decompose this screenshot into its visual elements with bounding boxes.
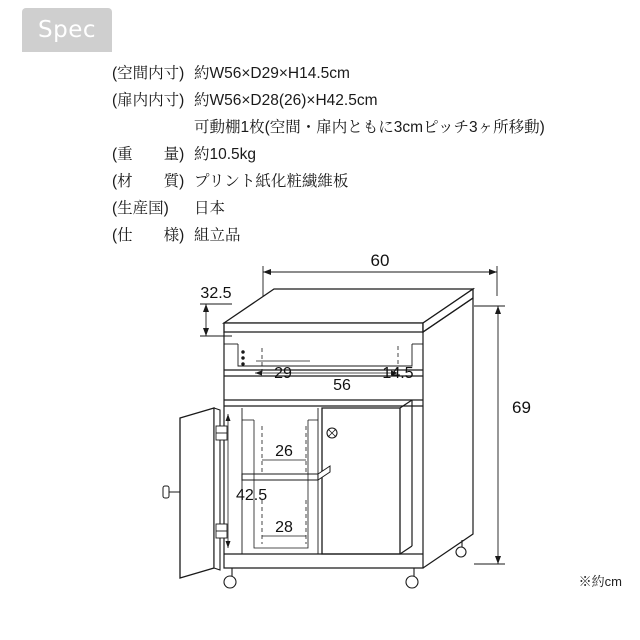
spec-row-value: 日本 <box>194 200 226 217</box>
dim-text-height-right: 69 <box>512 398 531 417</box>
spec-row <box>112 195 622 222</box>
dim-text-cabinet-inner-height: 26 <box>275 443 293 460</box>
product-dimension-drawing <box>0 248 640 608</box>
dim-text-open-shelf-width: 56 <box>333 377 351 394</box>
spec-row-value: プリント紙化粧繊維板 <box>194 173 349 190</box>
spec-row-value: 約10.5kg <box>194 146 257 163</box>
unit-note: ※約cm <box>578 574 622 589</box>
spec-row-value: 組立品 <box>194 227 241 244</box>
spec-row-label: (扉内内寸) <box>112 92 185 109</box>
spec-sub-note: 可動棚1枚(空間・扉内ともに3cmピッチ3ヶ所移動) <box>194 119 545 136</box>
spec-row <box>112 222 622 249</box>
dim-text-width-top: 60 <box>370 251 390 270</box>
spec-row-value: 約W56×D28(26)×H42.5cm <box>194 92 378 109</box>
dim-text-cabinet-inner-width: 28 <box>275 519 293 536</box>
spec-header-title: Spec <box>38 17 96 43</box>
spec-row <box>112 141 622 168</box>
spec-row-label: (空間内寸) <box>112 65 185 82</box>
spec-list <box>112 60 622 249</box>
dim-height-right <box>474 306 505 564</box>
spec-row <box>112 87 622 114</box>
dim-text-open-shelf-depth: 29 <box>274 365 292 382</box>
dim-text-cabinet-total-height: 42.5 <box>236 487 268 504</box>
spec-header-tab <box>22 8 112 52</box>
dim-text-depth-top: 32.5 <box>200 285 232 302</box>
spec-row-label: (生産国) <box>112 200 169 217</box>
spec-row-value: 約W56×D29×H14.5cm <box>194 65 350 82</box>
spec-row-label: (材 質) <box>112 173 185 190</box>
dim-text-open-shelf-height: 14.5 <box>382 365 414 382</box>
spec-row-label: (仕 様) <box>112 227 185 244</box>
spec-row-label: (重 量) <box>112 146 185 163</box>
spec-row <box>112 168 622 195</box>
spec-row <box>112 60 622 87</box>
